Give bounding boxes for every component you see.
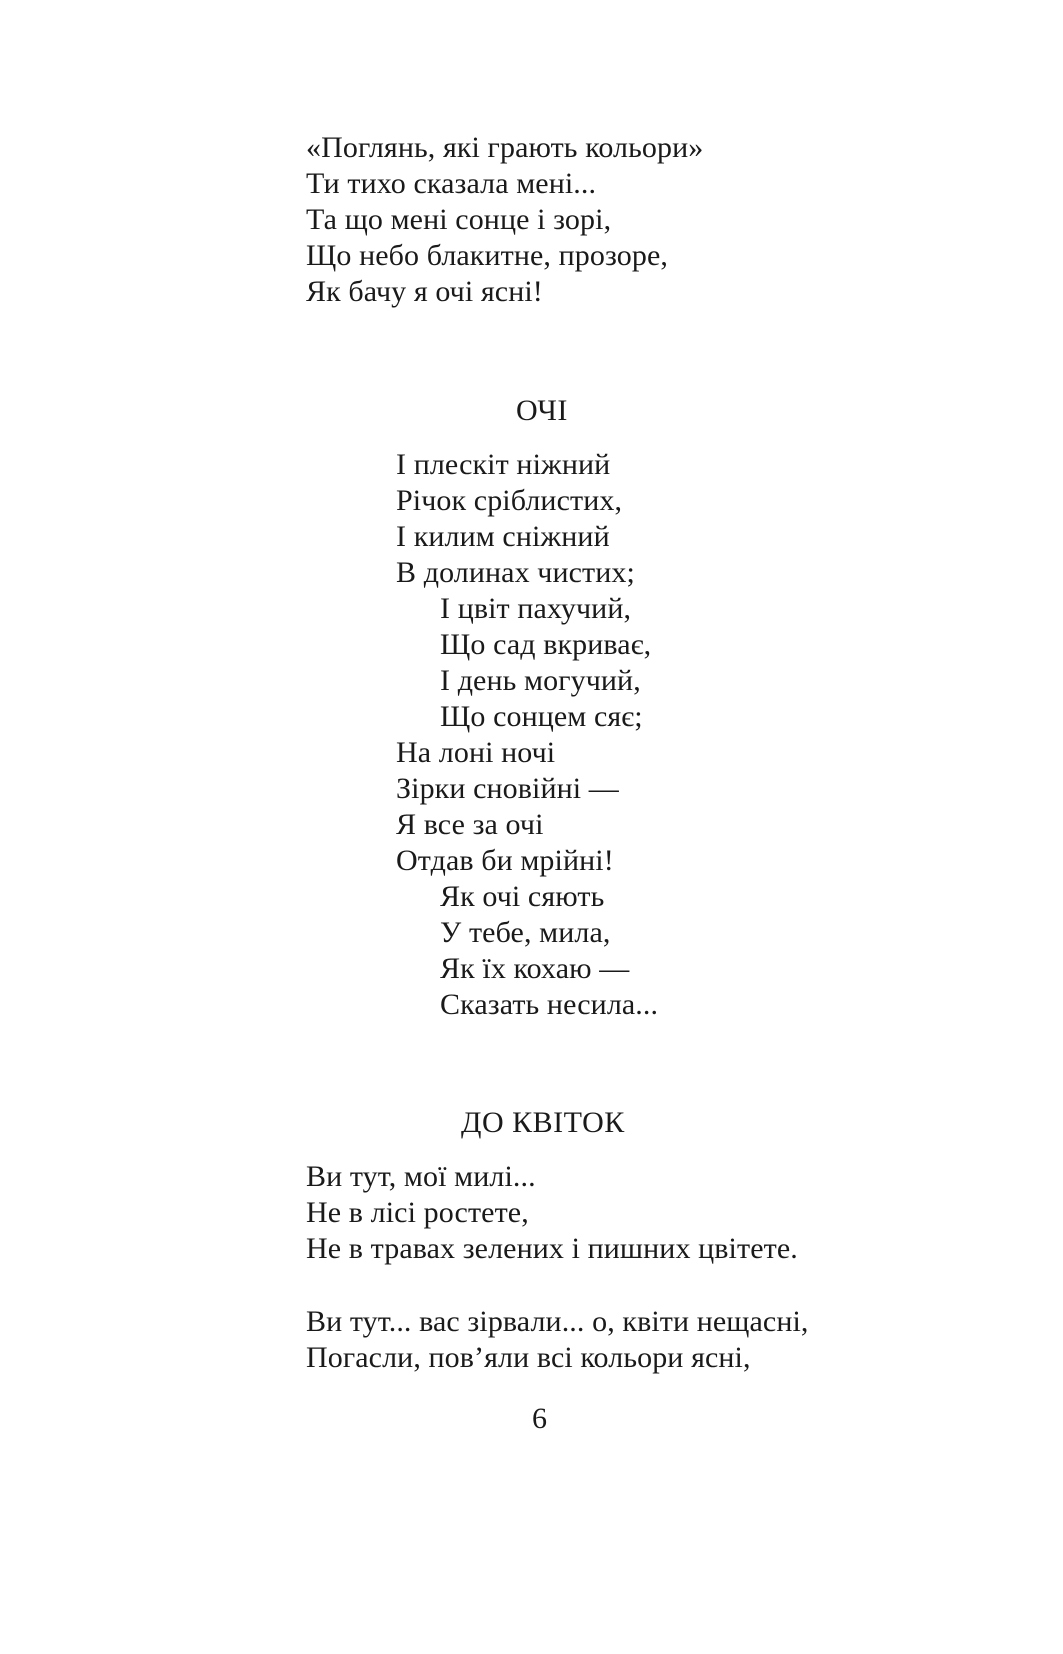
poem-line: Та що мені сонце і зорі, (306, 203, 612, 236)
poem-line: Як бачу я очі ясні! (306, 275, 543, 308)
poem-line: Я все за очі (396, 808, 544, 841)
poem-line: Погасли, пов’яли всі кольори ясні, (306, 1341, 751, 1374)
poem-line: Отдав би мрійні! (396, 844, 614, 877)
poem-line: Сказать несила... (440, 988, 659, 1021)
poem-line: В долинах чистих; (396, 556, 635, 589)
poem-line: Як їх кохаю — (440, 952, 630, 985)
poem-line: І цвіт пахучий, (440, 592, 632, 625)
poem-line: «Поглянь, які грають кольори» (306, 131, 704, 164)
poem-line: Що сад вкриває, (440, 628, 652, 661)
poem-line: На лоні ночі (396, 736, 556, 769)
poem-line: Ви тут... вас зірвали... о, квіти нещасні, (306, 1305, 809, 1338)
poem-line: Не в травах зелених і пишних цвітете. (306, 1232, 798, 1265)
poem-line: І день могучий, (440, 664, 641, 697)
poem-line: Ти тихо сказала мені... (306, 167, 597, 200)
poem-title: ОЧІ (516, 394, 568, 427)
poem-line: Як очі сяють (440, 880, 605, 913)
poem-line: Що сонцем сяє; (440, 700, 643, 733)
poem-line: І килим сніжний (396, 520, 610, 553)
poem-line: Річок сріблистих, (396, 484, 623, 517)
poem-line: Ви тут, мої милі... (306, 1160, 536, 1193)
poem-line: У тебе, мила, (440, 916, 611, 949)
poem-line: Що небо блакитне, прозоре, (306, 239, 668, 272)
poem-line: Не в лісі ростете, (306, 1196, 529, 1229)
poem-title: ДО КВІТОК (461, 1106, 625, 1139)
poem-line: І плескіт ніжний (396, 448, 611, 481)
page-number: 6 (532, 1402, 547, 1435)
poem-line: Зірки сновійні — (396, 772, 619, 805)
